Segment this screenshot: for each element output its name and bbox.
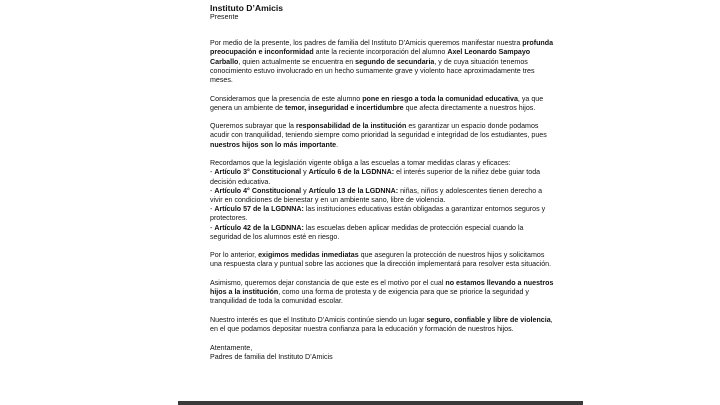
letter-body <box>210 3 555 362</box>
legislation-item: - Artículo 57 de la LGDNNA: las instituciones educativas están obligadas a garantizar entornos seguros y protectores. <box>210 205 546 223</box>
attention-line: Presente <box>210 13 239 21</box>
bold-text: exigimos medidas inmediatas <box>258 251 359 260</box>
bold-text: profunda preocupación e inconformidad <box>210 39 554 57</box>
legislation-item: - Artículo 42 de la LGDNNA: las escuelas deben aplicar medidas de protección especial cuando la seguridad de los alumnos esté en riesgo. <box>210 223 524 241</box>
school-name-heading: Instituto D’Amicis <box>210 3 284 13</box>
bold-text: seguro, confiable y libre de violencia <box>426 315 551 324</box>
legislation-section <box>210 159 555 242</box>
bold-text: Artículo 6 de la LGDNNA: <box>308 168 395 177</box>
paragraph-risk: Consideramos que la presencia de este alumno pone en riesgo a toda la comunidad educativa, ya que genera un ambiente de temor, inseguridad e incertidumbre que afecta directamente a nuestros hijos. <box>210 94 544 112</box>
legislation-intro: Recordamos que la legislación vigente obliga a las escuelas a tomar medidas claras y eficaces: <box>210 159 511 168</box>
bold-text: nuestros hijos son lo más importante <box>210 140 337 149</box>
bold-text: responsabilidad de la institución <box>295 122 407 131</box>
bold-text: Artículo 42 de la LGDNNA: <box>214 223 304 232</box>
bold-text: temor, inseguridad e incertidumbre <box>284 103 404 112</box>
legislation-item: - Artículo 4° Constitucional y Artículo 13 de la LGDNNA: niñas, niños y adolescentes tienen derecho a vivir en condiciones de bienestar y en un ambiente sano, libre de violencia. <box>210 186 543 204</box>
bold-text: segundo de secundaria <box>355 57 435 66</box>
closing-signature: Padres de familia del Instituto D’Amicis <box>210 352 333 361</box>
bold-text: no estamos llevando a nuestros hijos a la institución <box>210 278 554 297</box>
bold-text: Artículo 3° Constitucional <box>214 168 302 177</box>
paragraph-responsibility: Queremos subrayar que la responsabilidad de la institución es garantizar un espacio donde podamos acudir con tranquilidad, teniendo siempre como prioridad la seguridad e integridad de los estudiantes, pues nuestros hijos son lo más importante. <box>210 122 547 149</box>
legislation-item: - Artículo 3° Constitucional y Artículo 6 de la LGDNNA: el interés superior de la niñez debe guiar toda decisión educativa. <box>210 168 541 186</box>
bold-text: Artículo 13 de la LGDNNA: <box>308 186 399 195</box>
bold-text: Axel Leonardo Sampayo Carballo <box>210 48 531 66</box>
bold-text: Artículo 57 de la LGDNNA: <box>214 205 304 214</box>
paragraph-interest: Nuestro interés es que el Instituto D’Amicis continúe siendo un lugar seguro, confiable y libre de violencia, en el que podamos depositar nuestra confianza para la educación y formación de nuestros hijos. <box>210 315 553 334</box>
paragraph-protest: Asimismo, queremos dejar constancia de que este es el motivo por el cual no estamos llevando a nuestros hijos a la institución, como una forma de protesta y de exigencia para que se priorice la seguridad y tranquilidad de toda la comunidad escolar. <box>210 278 554 306</box>
bold-text: Artículo 4° Constitucional <box>214 186 302 195</box>
page-bottom-edge <box>178 401 583 405</box>
paragraph-intro: Por medio de la presente, los padres de familia del Instituto D’Amicis queremos manifestar nuestra profunda preocupación e inconformidad ante la reciente incorporación del alumno Axel Leonardo Sampayo Carballo, quien actualmente se encuentra en segundo de secundaria, y de cuya situación tenemos conocimiento estuvo involucrado en un hecho sumamente grave y violento hace aproximadamente tres meses. <box>210 39 554 85</box>
closing-salutation: Atentamente, <box>210 343 253 352</box>
bold-text: pone en riesgo a toda la comunidad educativa <box>362 94 518 103</box>
paragraph-demand: Por lo anterior, exigimos medidas inmediatas que aseguren la protección de nuestros hijos y solicitamos una respuesta clara y puntual sobre las acciones que la dirección implementará para resolver esta situación. <box>210 251 552 269</box>
